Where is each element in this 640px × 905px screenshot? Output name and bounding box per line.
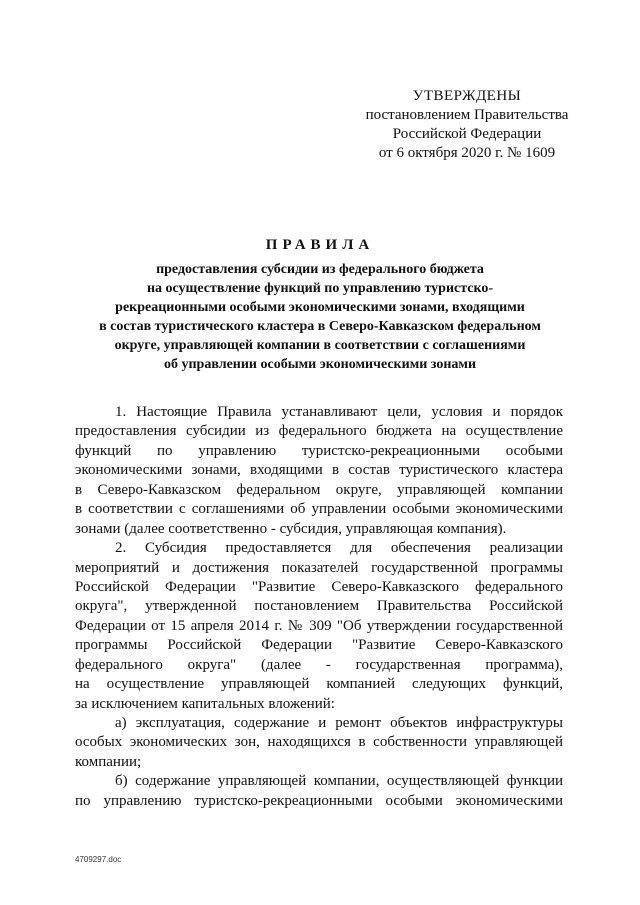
subtitle-line: предоставления субсидии из федерального бюджета xyxy=(156,262,484,277)
document-title: ПРАВИЛА xyxy=(265,237,375,253)
body-line: б) содержание управляющей компании, осуществляющей функции xyxy=(115,773,563,790)
document-filename: 4709297.doc xyxy=(75,855,122,864)
body-line: по управлению туристско-рекреационными особыми экономическими xyxy=(75,792,563,809)
body-line: компании; xyxy=(75,753,142,770)
subtitle-line: рекреационными особыми экономическими зонами, входящими xyxy=(115,300,525,315)
body-line: в соответствии с соглашениями об управлении особыми экономическими xyxy=(75,501,563,518)
approval-heading: УТВЕРЖДЕНЫ xyxy=(412,88,522,104)
body-line: Российской Федерации "Развитие Северо-Кавказского федерального xyxy=(75,578,563,595)
body-line: за исключением капитальных вложений: xyxy=(75,695,335,712)
body-line: 2. Субсидия предоставляется для обеспечения реализации xyxy=(115,540,563,557)
subtitle-line: в состав туристического кластера в Северо-Кавказском федеральном xyxy=(99,319,541,334)
body-line: на осуществление управляющей компанией следующих функций, xyxy=(75,676,563,693)
subtitle-line: об управлении особыми экономическими зонами xyxy=(163,357,477,372)
body-line: программы Российской Федерации "Развитие Северо-Кавказского xyxy=(75,637,563,654)
body-line: мероприятий и достижения показателей государственной программы xyxy=(75,559,563,576)
body-line: особых экономических зон, находящихся в собственности управляющей xyxy=(75,734,563,751)
subtitle-line: на осуществление функций по управлению туристско- xyxy=(146,281,494,296)
document-body xyxy=(75,403,563,811)
body-line: функций по управлению туристско-рекреационными особыми xyxy=(75,442,563,459)
body-line: 1. Настоящие Правила устанавливают цели, условия и порядок xyxy=(115,404,563,420)
body-line: округа", утвержденной постановлением Правительства Российской xyxy=(75,598,563,615)
body-line: в Северо-Кавказском федеральном округе, управляющей компании xyxy=(75,481,563,498)
approval-line: Российской Федерации xyxy=(392,126,542,142)
body-line: федерального округа" (далее - государственная программа), xyxy=(75,656,563,673)
subtitle-line: округе, управляющей компании в соответствии с соглашениями xyxy=(114,338,526,353)
document-subtitle xyxy=(40,260,600,374)
approval-line: от 6 октября 2020 г. № 1609 xyxy=(378,145,556,161)
body-line: а) эксплуатация, содержание и ремонт объектов инфраструктуры xyxy=(115,715,563,731)
approval-block xyxy=(332,87,602,163)
approval-line: постановлением Правительства xyxy=(365,107,569,123)
body-line: зонами (далее соответственно - субсидия, управляющая компания). xyxy=(75,520,507,537)
body-line: предоставления субсидии из федерального бюджета на осуществление xyxy=(75,423,563,440)
body-line: экономическими зонами, входящими в состав туристического кластера xyxy=(75,462,563,479)
body-line: Федерации от 15 апреля 2014 г. № 309 "Об утверждении государственной xyxy=(75,617,563,634)
